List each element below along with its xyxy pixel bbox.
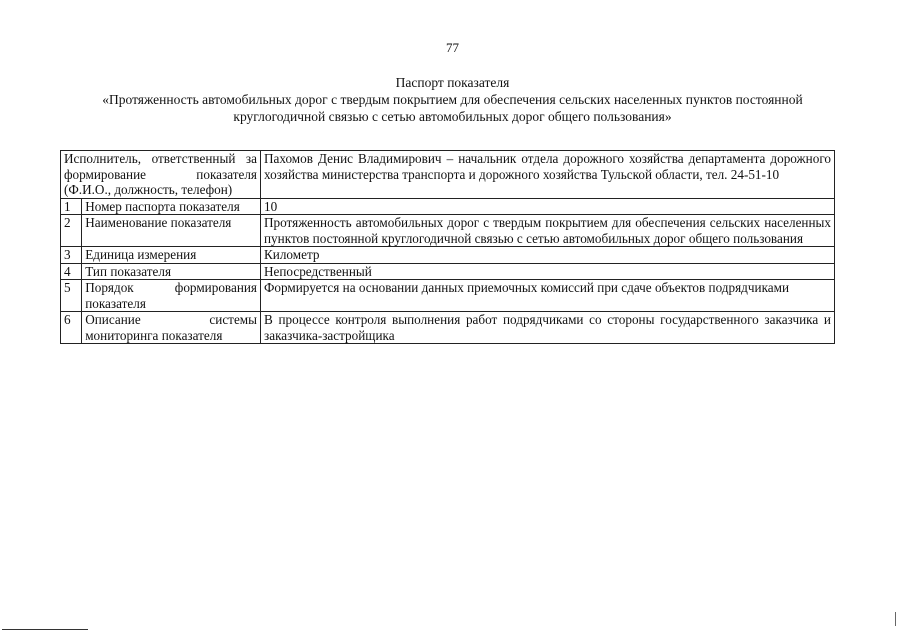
row-number: 5	[61, 280, 82, 312]
row-number: 4	[61, 263, 82, 280]
row-label: Номер паспорта показателя	[82, 198, 261, 215]
row-number: 3	[61, 247, 82, 264]
row-number: 1	[61, 198, 82, 215]
heading-line-2: «Протяженность автомобильных дорог с твердым покрытием для обеспечения сельских населенных пунктов постоянной	[102, 92, 803, 107]
row-label: Единица измерения	[82, 247, 261, 264]
row-number: 2	[61, 215, 82, 247]
row-label: Тип показателя	[82, 263, 261, 280]
executor-value: Пахомов Денис Владимирович – начальник отдела дорожного хозяйства департамента дорожного хозяйства министерства транспорта и дорожного хозяйства Тульской области, тел. 24-51-10	[261, 151, 835, 199]
heading-title: Паспорт показателя	[395, 75, 510, 90]
row-label: Порядок формирования показателя	[82, 280, 261, 312]
row-number: 6	[61, 312, 82, 344]
row-value: В процессе контроля выполнения работ подрядчиками со стороны государственного заказчика и заказчика-застройщика	[261, 312, 835, 344]
table-row	[61, 312, 835, 344]
row-label: Описание системы мониторинга показателя	[82, 312, 261, 344]
row-value: 10	[261, 198, 835, 215]
heading-line-3: круглогодичной связью с сетью автомобильных дорог общего пользования»	[233, 109, 672, 124]
row-value: Протяженность автомобильных дорог с твердым покрытием для обеспечения сельских населенных пунктов постоянной круглогодичной связью с сетью автомобильных дорог общего пользования	[261, 215, 835, 247]
row-value: Километр	[261, 247, 835, 264]
table-row	[61, 215, 835, 247]
table-row	[61, 280, 835, 312]
table-row	[61, 247, 835, 264]
footnote-rule	[2, 629, 88, 630]
margin-mark	[895, 612, 896, 626]
row-value: Формируется на основании данных приемочных комиссий при сдаче объектов подрядчиками	[261, 280, 835, 312]
executor-row	[61, 151, 835, 199]
table-row	[61, 198, 835, 215]
passport-table	[60, 150, 835, 344]
row-label: Наименование показателя	[82, 215, 261, 247]
table-row	[61, 263, 835, 280]
page-number: 77	[446, 40, 459, 55]
document-heading	[40, 74, 865, 125]
executor-label: Исполнитель, ответственный за формирование показателя (Ф.И.О., должность, телефон)	[61, 151, 261, 199]
row-value: Непосредственный	[261, 263, 835, 280]
